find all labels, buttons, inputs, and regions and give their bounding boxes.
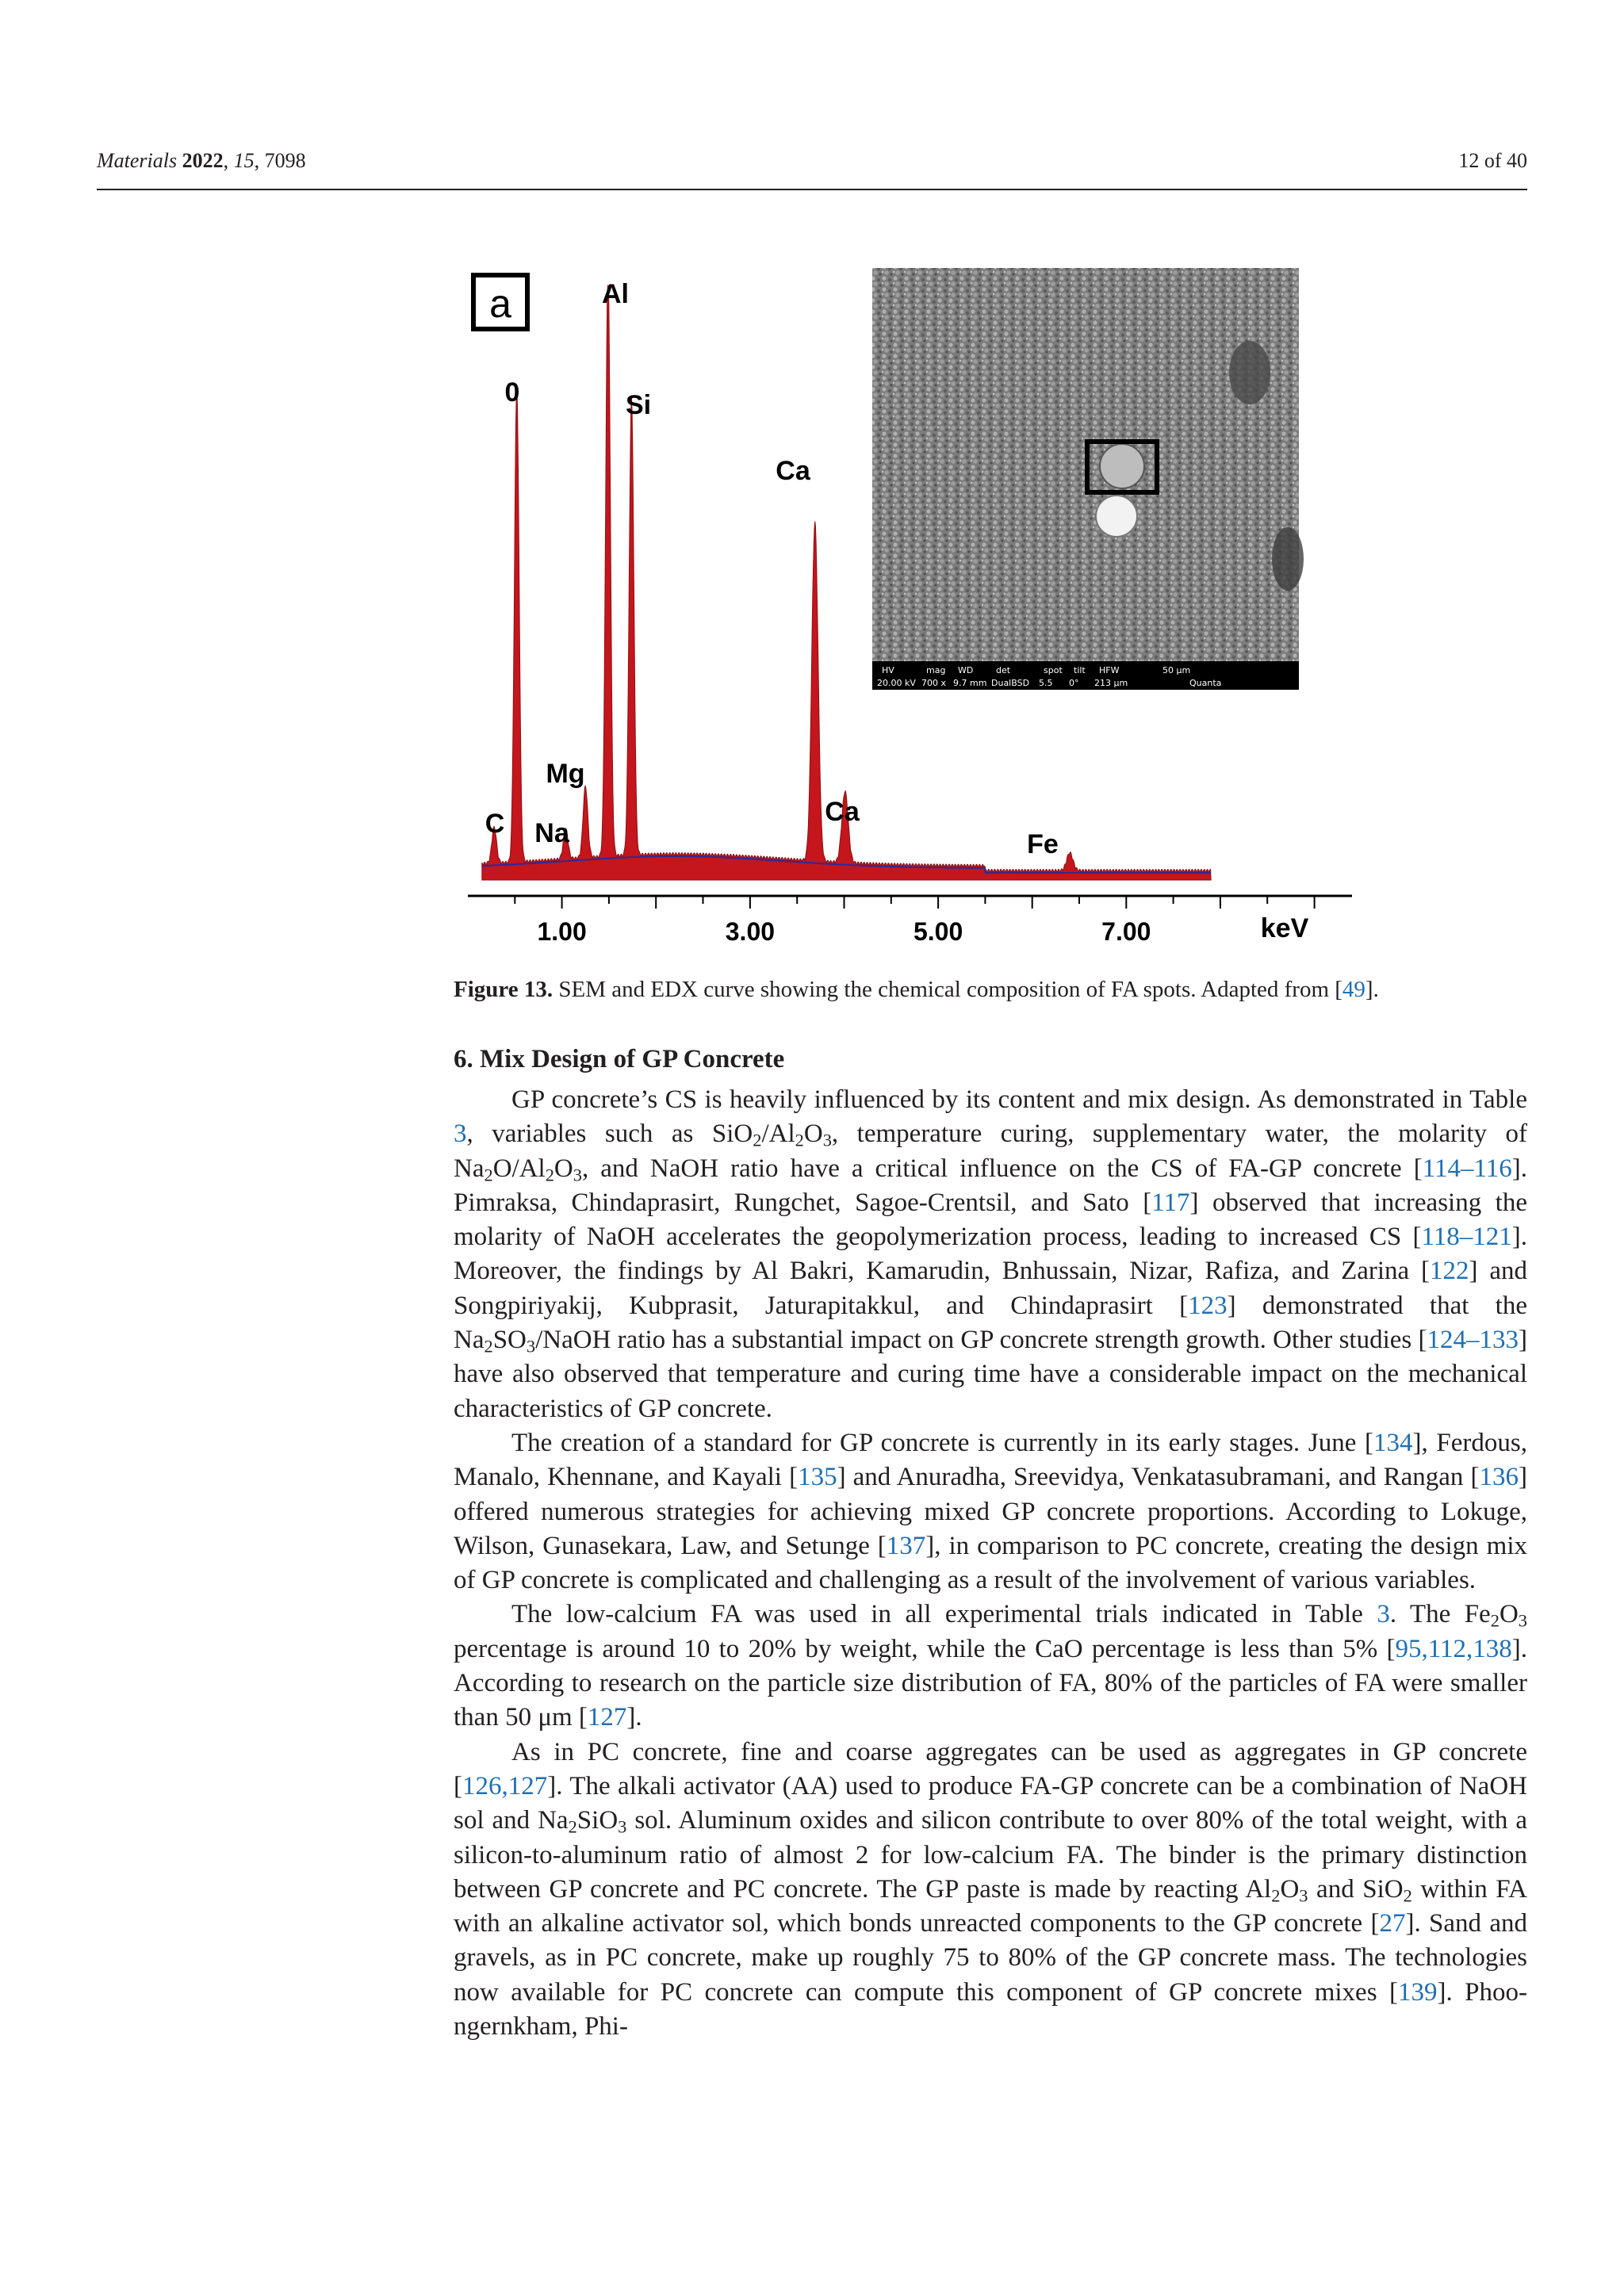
peak-label-c: C: [485, 809, 505, 839]
peak-label-al: Al: [602, 279, 629, 309]
dark-particle: [1272, 527, 1304, 591]
panel-label: a: [489, 281, 511, 326]
citation-link[interactable]: 139: [1397, 1977, 1438, 2007]
peak-label-o: 0: [504, 377, 520, 408]
databar-header: WD: [958, 665, 974, 675]
databar-header: HFW: [1099, 665, 1120, 675]
peak-label-ca-minor: Ca: [825, 797, 860, 827]
databar-value: 213 μm: [1094, 678, 1128, 688]
citation-link[interactable]: 27: [1379, 1909, 1406, 1938]
databar-header: mag: [926, 665, 946, 675]
figure-caption: Figure 13. SEM and EDX curve showing the chemical composition of FA spots. Adapted from [49].: [454, 977, 1379, 1002]
peak-label-ca-major: Ca: [776, 456, 810, 486]
dark-particle: [1229, 341, 1270, 404]
databar-value: 9.7 mm: [953, 678, 987, 688]
databar-value: 5.5: [1039, 678, 1053, 688]
x-tick-label: 1.00: [537, 917, 587, 946]
sem-micrograph: [872, 268, 1304, 690]
paragraph-4: As in PC concrete, fine and coarse aggregates can be used as aggregates in GP concrete [126,127]. The alkali activator (AA) used to produce FA-GP concrete can be a combination of NaOH sol and $Na_2SiO_3$ sol. Aluminum oxides and silicon contribute to over 80% of the total weight, with a silicon-to-aluminum ratio of almost 2 for low-calcium FA. The binder is the primary distinction between GP concrete and PC concrete. The GP paste is made by reacting $Al_2O_3$ and SiO$_2$ within FA with an alkaline activator sol, which bonds unreacted components to the GP concrete [27]. Sand and gravels, as in PC concrete, make up roughly 75 to 80% of the GP concrete mass. The technologies now available for PC concrete can compute this component of GP concrete mixes [139]. Phoo-ngernkham, Phi-: [454, 1737, 1528, 2042]
databar-value: 700 x: [921, 678, 947, 688]
x-tick-label: 7.00: [1101, 917, 1151, 946]
citation-link[interactable]: 137: [886, 1531, 926, 1560]
citation-link[interactable]: 127: [587, 1703, 627, 1732]
citation-link[interactable]: 95: [1395, 1634, 1422, 1663]
databar-value: DualBSD: [991, 678, 1030, 688]
peak-label-fe: Fe: [1027, 829, 1059, 859]
figure-13: [460, 254, 1364, 967]
table-link[interactable]: 3: [1377, 1600, 1390, 1629]
citation-link[interactable]: 122: [1430, 1257, 1469, 1286]
citation-link[interactable]: 133: [1479, 1326, 1519, 1355]
header-rule: [97, 189, 1527, 190]
fa-sphere-spot: [1100, 444, 1144, 488]
citation-link[interactable]: 123: [1188, 1291, 1228, 1320]
section-heading: 6. Mix Design of GP Concrete: [454, 1045, 785, 1073]
table-link[interactable]: 3: [454, 1119, 467, 1149]
citation-link[interactable]: 134: [1373, 1428, 1413, 1457]
paragraph-3: The low-calcium FA was used in all experimental trials indicated in Table 3. The $Fe_2O_3$ percentage is around 10 to 20% by weight, while the CaO percentage is less than 5% [95,112,138]. According to research on the particle size distribution of FA, 80% of the particles of FA were smaller than 50 μm [127].: [454, 1600, 1527, 1732]
citation-link[interactable]: 112: [1427, 1634, 1466, 1663]
databar-header: det: [996, 665, 1011, 675]
databar-header: 50 μm: [1162, 665, 1191, 675]
page-number: 12 of 40: [1458, 149, 1527, 172]
body-text: [454, 1083, 1527, 2044]
citation-link[interactable]: 118: [1421, 1223, 1460, 1252]
edx-sem-figure: [460, 254, 1364, 967]
databar-header: tilt: [1074, 665, 1086, 675]
paragraph-2: The creation of a standard for GP concrete is currently in its early stages. June [134], Ferdous, Manalo, Khennane, and Kayali [135] and Anuradha, Sreevidya, Venkatasubramani, and Rangan [136] offered numerous strategies for achieving mixed GP concrete proportions. According to Lokuge, Wilson, Gunasekara, Law, and Setunge [137], in comparison to PC concrete, creating the design mix of GP concrete is complicated and challenging as a result of the involvement of various variables.: [454, 1428, 1528, 1595]
peak-label-si: Si: [625, 390, 652, 420]
databar-header: spot: [1044, 665, 1063, 675]
peak-label-na: Na: [534, 818, 569, 848]
citation-link[interactable]: 114: [1422, 1154, 1461, 1183]
article-number: 7098: [264, 149, 306, 172]
citation-link[interactable]: 126: [462, 1771, 502, 1800]
fa-sphere-bright: [1096, 496, 1137, 537]
citation-link[interactable]: 124: [1427, 1326, 1466, 1355]
peak-label-mg: Mg: [546, 759, 585, 789]
citation-link[interactable]: 116: [1473, 1154, 1512, 1183]
citation-link[interactable]: 127: [508, 1771, 548, 1800]
x-tick-label: 5.00: [913, 917, 963, 946]
paragraph-1: GP concrete’s CS is heavily influenced by its content and mix design. As demonstrated in Table 3, variables such as $SiO_2/Al_2O_3$, temperature curing, supplementary water, the molarity of $Na_2O/Al_2O_3$, and NaOH ratio have a critical influence on the CS of FA-GP concrete [114–116]. Pimraksa, Chindaprasirt, Rungchet, Sagoe-Crentsil, and Sato [117] observed that increasing the molarity of NaOH accelerates the geopolymerization process, leading to increased CS [118–121]. Moreover, the findings by Al Bakri, Kamarudin, Bnhussain, Nizar, Rafiza, and Zarina [122] and Songpiriyakij, Kubprasit, Jaturapitakkul, and Chindaprasirt [123] demonstrated that the $Na_2SO_3$/NaOH ratio has a substantial impact on GP concrete strength growth. Other studies [124–133] have also observed that temperature and curing time have a considerable impact on the mechanical characteristics of GP concrete.: [454, 1085, 1528, 1423]
databar-value: 20.00 kV: [877, 678, 916, 688]
journal-name: Materials: [97, 149, 178, 172]
citation-link[interactable]: 135: [798, 1463, 837, 1492]
citation-link[interactable]: 136: [1479, 1463, 1519, 1492]
journal-volume: 15: [233, 149, 255, 172]
x-axis-unit: keV: [1260, 913, 1309, 943]
caption-label: Figure 13.: [454, 977, 553, 1002]
citation-link[interactable]: 121: [1473, 1223, 1512, 1252]
x-tick-label: 3.00: [725, 917, 776, 946]
journal-year: 2022: [182, 149, 224, 172]
databar-value: 0°: [1069, 678, 1079, 688]
citation-link[interactable]: 138: [1473, 1634, 1512, 1663]
citation-link[interactable]: 117: [1151, 1188, 1190, 1217]
running-header: [97, 149, 1527, 178]
journal-citation: Materials 2022, 15, 7098: [97, 149, 306, 172]
databar-value: Quanta: [1189, 678, 1222, 688]
x-axis-ticks: [515, 896, 1314, 946]
citation-link[interactable]: 49: [1342, 977, 1365, 1002]
databar-header: HV: [882, 665, 894, 675]
